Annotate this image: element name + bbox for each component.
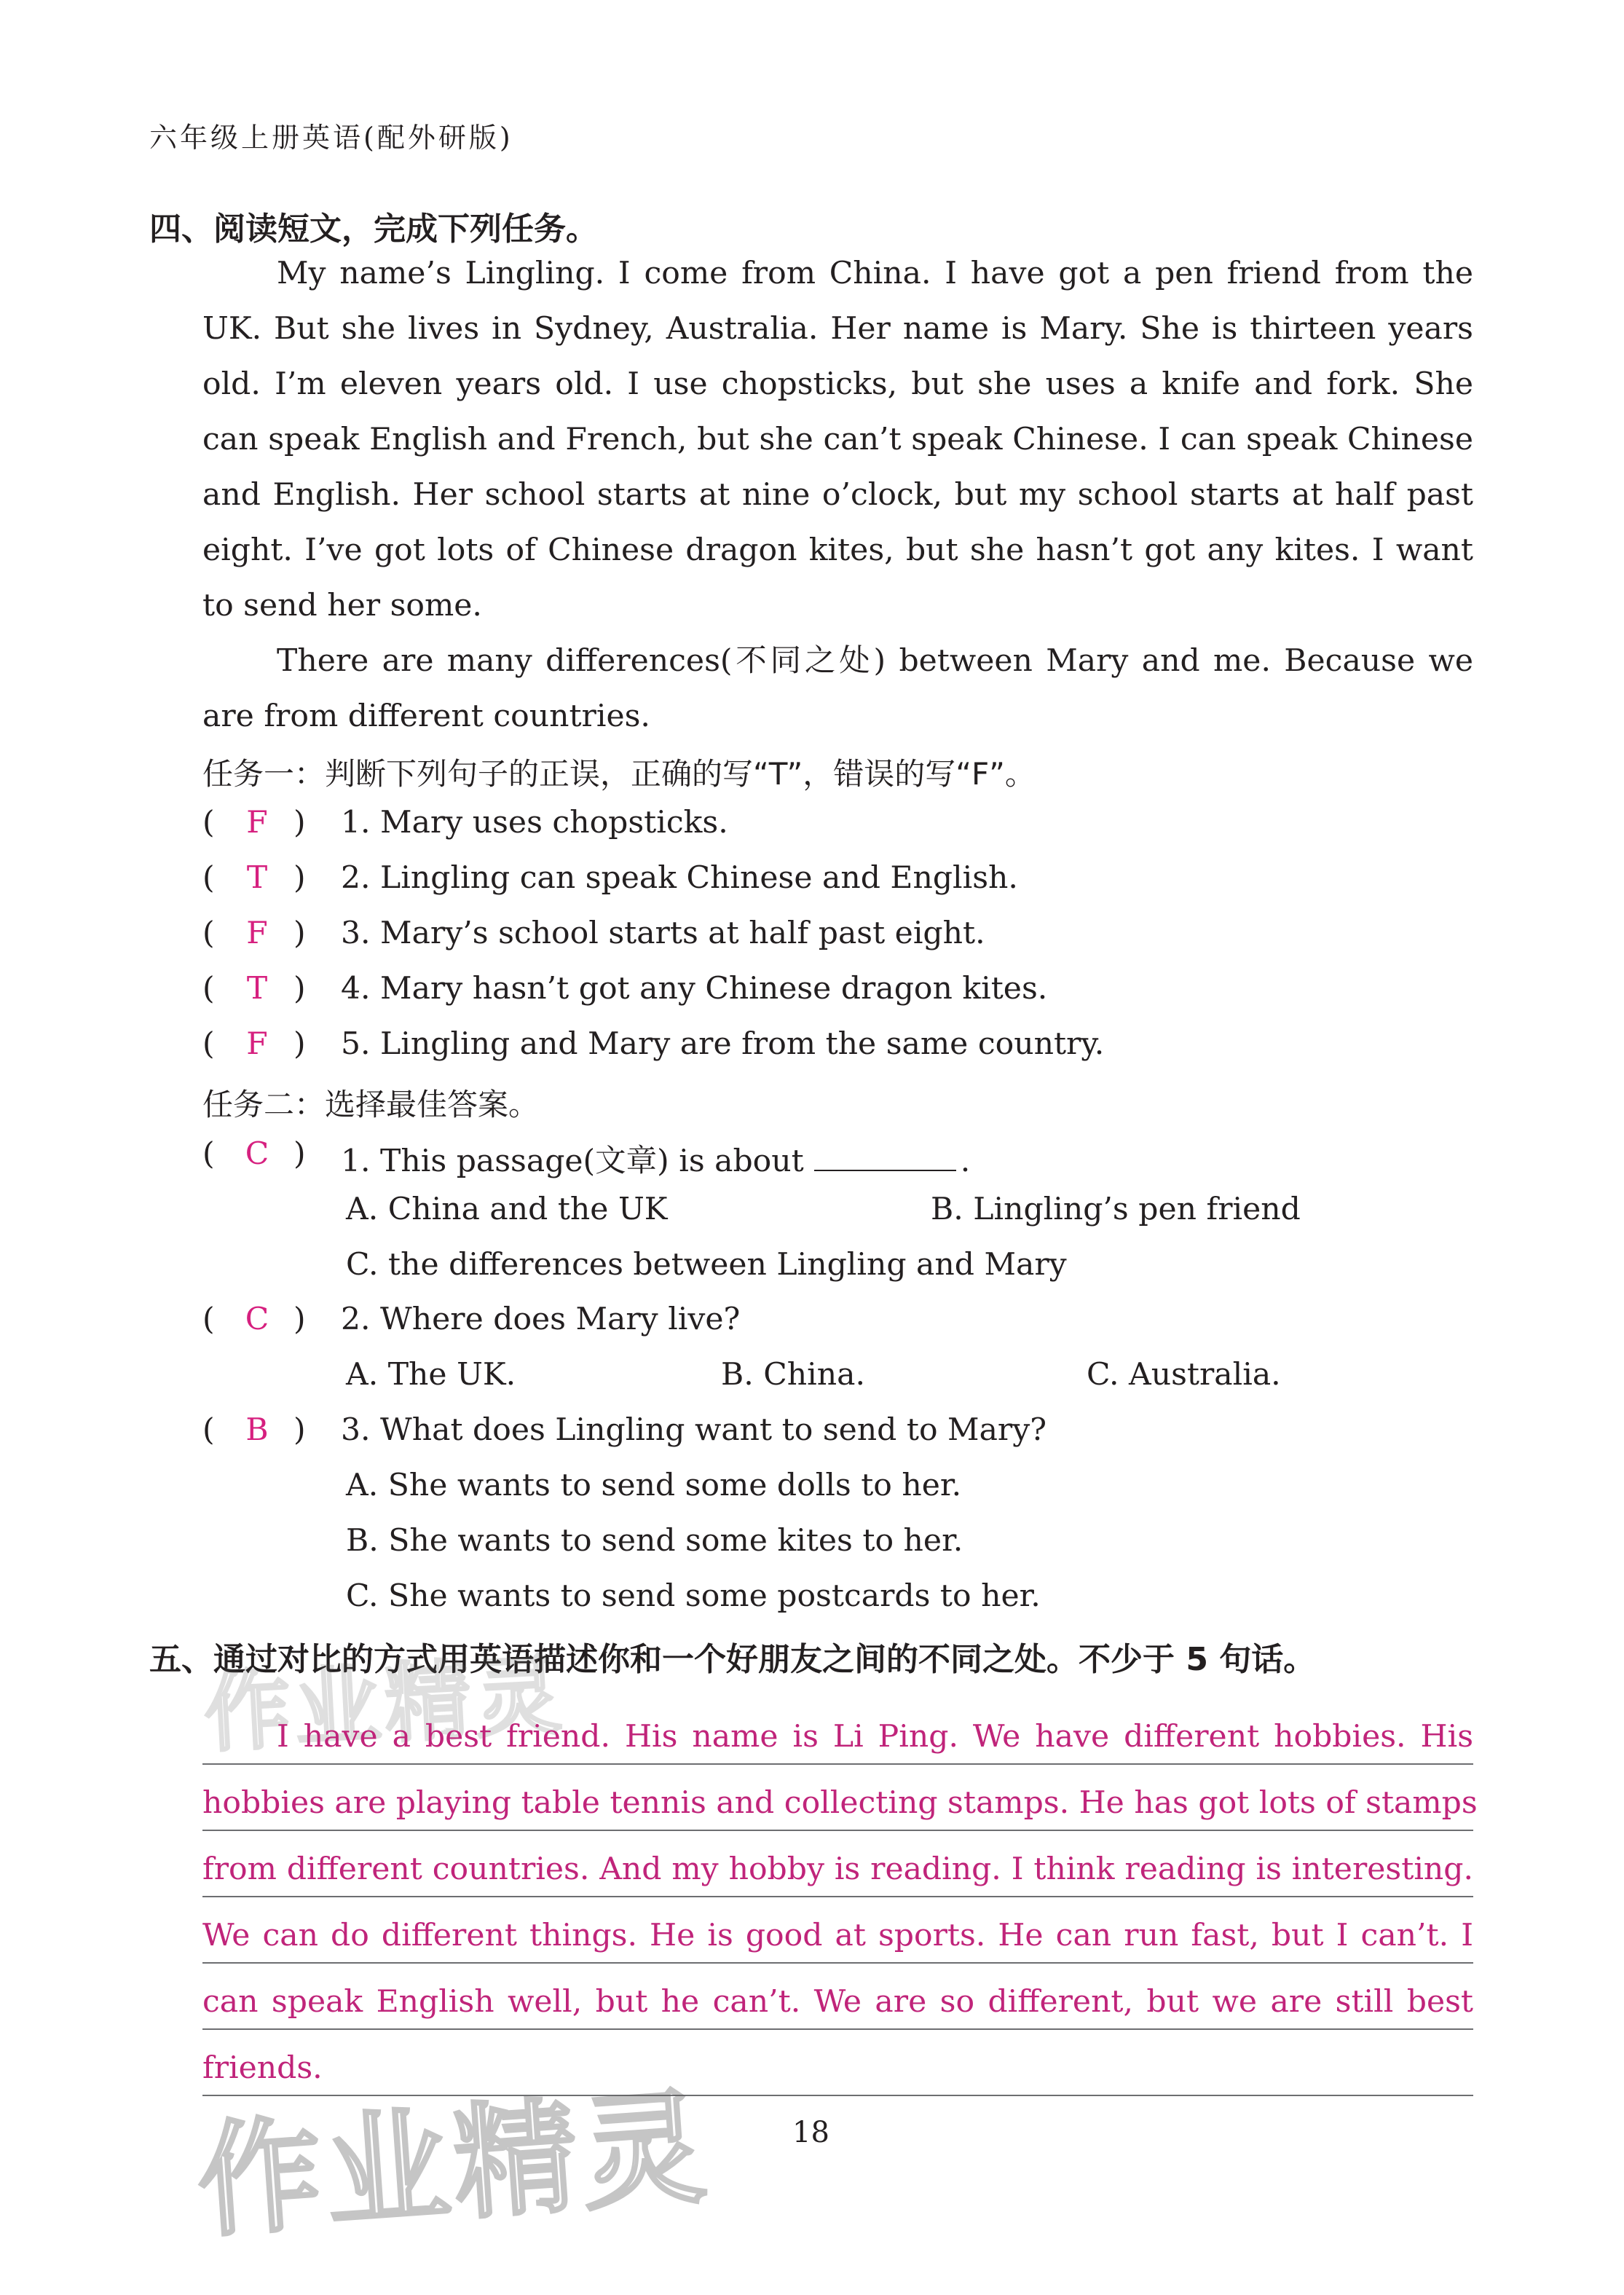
answer-mark: F	[246, 1026, 268, 1062]
q2-option-b: B. China.	[721, 1357, 865, 1393]
statement-text: 3. Mary’s school starts at half past eight.	[341, 916, 985, 951]
passage-paragraph-1: My name’s Lingling. I come from China. I have got a pen friend from the UK. But she lives in Sydney, Australia. Her name is Mary. She is thirteen years old. I’m eleven years old. I use chopsticks, but she uses a knife and fork. She can speak English and French, but she can’t speak Chinese. I can speak Chinese and English. Her school starts at nine o’clock, but my school starts at half past eight. I’ve got lots of Chinese dragon kites, but she hasn’t got any kites. I want to send her some.	[202, 256, 1473, 623]
q1-option-b: B. Lingling’s pen friend	[931, 1192, 1301, 1227]
book-header: 六年级上册英语(配外研版)	[149, 122, 513, 154]
answer-blank	[814, 1143, 956, 1171]
writing-line-3	[202, 1831, 1473, 1897]
q3-option-c: C. She wants to send some postcards to her.	[346, 1578, 1041, 1614]
writing-line-1	[202, 1698, 1473, 1765]
question-end: .	[960, 1143, 971, 1179]
writing-line-5	[202, 1964, 1473, 2030]
q2-option-c: C. Australia.	[1087, 1357, 1281, 1393]
answer-mark: B	[245, 1412, 269, 1448]
passage-paragraph-2: There are many differences(不同之处) between Mary and me. Because we are from different countries.	[202, 643, 1473, 734]
answer-mark: C	[245, 1136, 269, 1172]
writing-text: I have a best friend. His name is Li Ping. We have different hobbies. His	[277, 1719, 1473, 1755]
statement-text: 2. Lingling can speak Chinese and English.	[341, 860, 1018, 896]
writing-line-2	[202, 1765, 1478, 1831]
writing-line-4	[202, 1897, 1473, 1964]
writing-text: We can do different things. He is good at sports. He can run fast, but I can’t. I	[202, 1918, 1473, 1953]
writing-text: friends.	[202, 2050, 323, 2086]
question-text: 3. What does Lingling want to send to Mary?	[341, 1412, 1047, 1448]
q3-option-b: B. She wants to send some kites to her.	[346, 1523, 963, 1559]
section-5-title: 五、通过对比的方式用英语描述你和一个好朋友之间的不同之处。不少于 5 句话。	[149, 1641, 1316, 1678]
answer-mark: F	[246, 805, 268, 841]
q1-option-c: C. the differences between Lingling and Mary	[346, 1247, 1067, 1283]
statement-text: 4. Mary hasn’t got any Chinese dragon kites.	[341, 971, 1048, 1007]
question-text: 1. This passage(文章) is about	[341, 1143, 804, 1179]
section-4-title: 四、阅读短文，完成下列任务。	[149, 210, 598, 248]
q2-option-a: A. The UK.	[346, 1357, 516, 1393]
question-text: 2. Where does Mary live?	[341, 1302, 741, 1337]
task-2-title: 任务二：选择最佳答案。	[202, 1087, 540, 1122]
q1-option-a: A. China and the UK	[346, 1192, 668, 1227]
task-1-title: 任务一：判断下列句子的正误，正确的写“T”，错误的写“F”。	[202, 756, 1036, 792]
writing-text: hobbies are playing table tennis and collecting stamps. He has got lots of stamps	[202, 1785, 1478, 1821]
answer-mark: T	[246, 971, 268, 1007]
answer-mark: C	[245, 1302, 269, 1337]
q3-option-a: A. She wants to send some dolls to her.	[346, 1468, 962, 1503]
statement-text: 1. Mary uses chopsticks.	[341, 805, 728, 841]
writing-text: can speak English well, but he can’t. We are so different, but we are still best	[202, 1984, 1473, 2020]
answer-mark: T	[246, 860, 268, 896]
writing-answer-area	[202, 1698, 1478, 2096]
statement-text: 5. Lingling and Mary are from the same country.	[341, 1026, 1105, 1062]
writing-text: from different countries. And my hobby is reading. I think reading is interesting.	[202, 1851, 1473, 1887]
watermark-logo-large: 作业精灵	[193, 2075, 715, 2256]
watermark-logo: 作业精灵	[202, 1645, 568, 1764]
reading-passage	[202, 246, 1473, 744]
answer-mark: F	[246, 916, 268, 951]
page-number: 18	[792, 2116, 829, 2149]
